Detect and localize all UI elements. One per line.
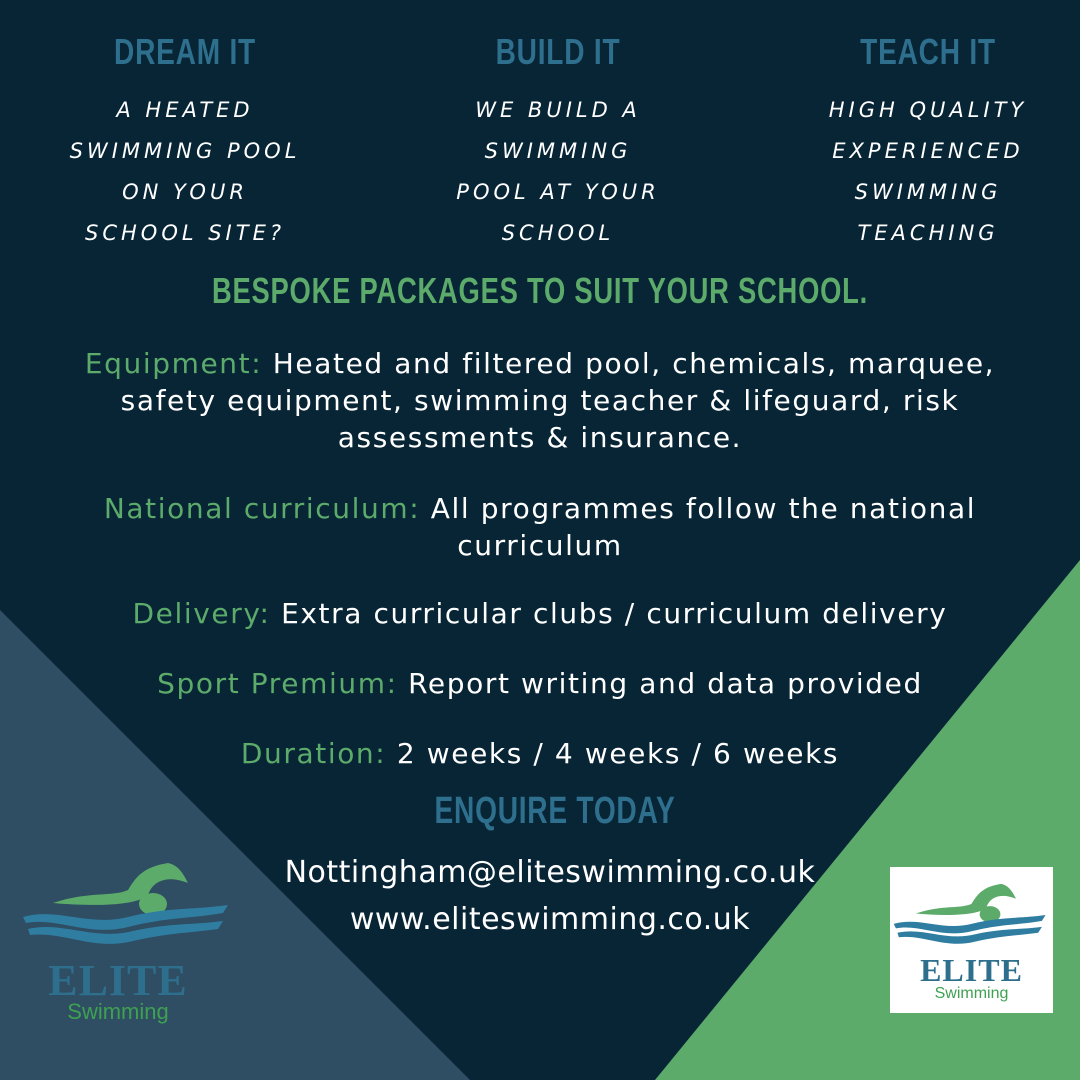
- sport-premium-info: [60, 665, 1020, 702]
- duration-info: [60, 735, 1020, 772]
- logo-left: [18, 855, 238, 1030]
- column-line: SCHOOL SITE?: [85, 221, 285, 245]
- curriculum-text-2: curriculum: [457, 529, 623, 562]
- column-text: [408, 90, 708, 254]
- column-line: ON YOUR: [122, 180, 248, 204]
- sport-premium-text: Report writing and data provided: [408, 667, 923, 700]
- logo-wordmark: ELITE: [48, 956, 188, 1005]
- column-heading: DREAM IT: [114, 31, 256, 72]
- column-line: SWIMMING: [854, 180, 1002, 204]
- column-line: SCHOOL: [501, 221, 615, 245]
- swimmer-wave-icon: [890, 875, 1053, 955]
- sport-premium-label: Sport Premium:: [157, 667, 398, 700]
- curriculum-info: [60, 490, 1020, 564]
- equipment-label: Equipment:: [84, 347, 263, 380]
- delivery-label: Delivery:: [132, 597, 271, 630]
- logo-wordmark: ELITE: [920, 952, 1023, 988]
- column-line: HIGH QUALITY: [828, 98, 1028, 122]
- column-text: [778, 90, 1078, 254]
- enquire-heading: ENQUIRE TODAY: [434, 790, 676, 832]
- column-line: POOL AT YOUR: [456, 180, 660, 204]
- bespoke-tagline: BESPOKE PACKAGES TO SUIT YOUR SCHOOL.: [212, 270, 868, 311]
- curriculum-line-1: [60, 490, 1020, 527]
- logo-subtitle: Swimming: [67, 999, 169, 1024]
- curriculum-text-1: All programmes follow the national: [430, 492, 977, 525]
- column-text: [35, 90, 335, 254]
- logo-subtitle: Swimming: [934, 985, 1009, 1002]
- column-line: EXPERIENCED: [832, 139, 1024, 163]
- equipment-text-1: Heated and filtered pool, chemicals, marquee,: [272, 347, 996, 380]
- equipment-text-3: assessments & insurance.: [337, 421, 743, 454]
- logo-right-box: [890, 867, 1053, 1013]
- delivery-info: [60, 595, 1020, 632]
- delivery-text: Extra curricular clubs / curriculum delivery: [281, 597, 948, 630]
- contact-email[interactable]: Nottingham@eliteswimming.co.uk: [284, 855, 816, 890]
- equipment-line-1: [60, 345, 1020, 382]
- duration-label: Duration:: [240, 737, 387, 770]
- column-heading: BUILD IT: [495, 31, 621, 72]
- column-build-it: [408, 30, 708, 254]
- column-teach-it: [778, 30, 1078, 254]
- curriculum-label: National curriculum:: [103, 492, 421, 525]
- equipment-info: [60, 345, 1020, 456]
- column-line: SWIMMING: [484, 139, 632, 163]
- equipment-text-2: safety equipment, swimming teacher & lifeguard, risk: [120, 384, 960, 417]
- duration-text: 2 weeks / 4 weeks / 6 weeks: [396, 737, 840, 770]
- column-heading: TEACH IT: [860, 31, 996, 72]
- swimmer-wave-icon: [18, 855, 238, 955]
- column-dream-it: [35, 30, 335, 254]
- column-line: A HEATED: [116, 98, 254, 122]
- column-line: SWIMMING POOL: [69, 139, 301, 163]
- column-line: WE BUILD A: [475, 98, 641, 122]
- contact-website[interactable]: www.eliteswimming.co.uk: [349, 902, 751, 937]
- column-line: TEACHING: [857, 221, 999, 245]
